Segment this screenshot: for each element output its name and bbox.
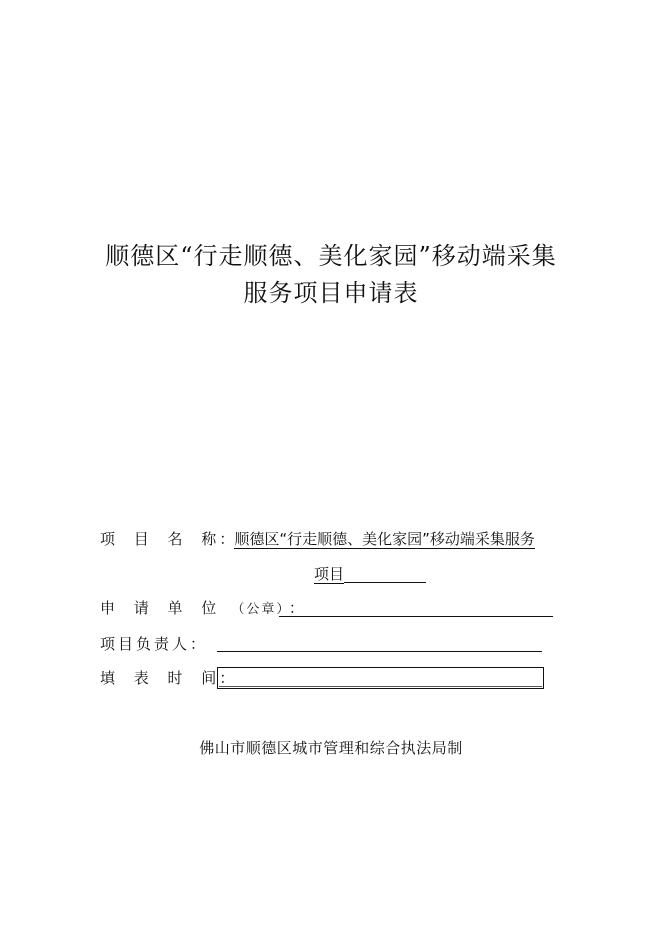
applicant-row: [100, 598, 304, 620]
seal-note: （公章）: [231, 602, 285, 617]
project-name-value[interactable]: 顺德区“行走顺德、美化家园”移动端采集服务: [234, 530, 535, 548]
applicant-colon: ：: [288, 599, 304, 617]
project-name-continuation: [314, 564, 426, 584]
project-name-value-line2[interactable]: 项目: [314, 565, 345, 583]
project-lead-colon: ：: [190, 635, 206, 653]
fill-date-colon: ：: [219, 669, 235, 687]
fill-date-row: [100, 668, 234, 688]
form-title-line2: 服务项目申请表: [243, 279, 419, 307]
project-name-label: 项 目 名 称: [100, 530, 224, 548]
fill-date-label: 填 表 时 间: [100, 669, 224, 687]
project-lead-label: 项目负责人: [100, 635, 191, 653]
form-title-line1: 顺德区“行走顺德、美化家园”移动端采集: [105, 242, 557, 270]
fill-date-field[interactable]: [217, 667, 544, 689]
issuer-footer: 佛山市顺德区城市管理和综合执法局制: [199, 739, 463, 757]
project-name-row: [100, 529, 535, 549]
applicant-field[interactable]: [279, 616, 553, 617]
project-name-colon: ：: [219, 530, 235, 548]
project-name-underline: [344, 582, 426, 583]
applicant-label: 申 请 单 位: [100, 599, 224, 617]
project-lead-row: [100, 634, 205, 654]
project-lead-field[interactable]: [217, 651, 542, 652]
